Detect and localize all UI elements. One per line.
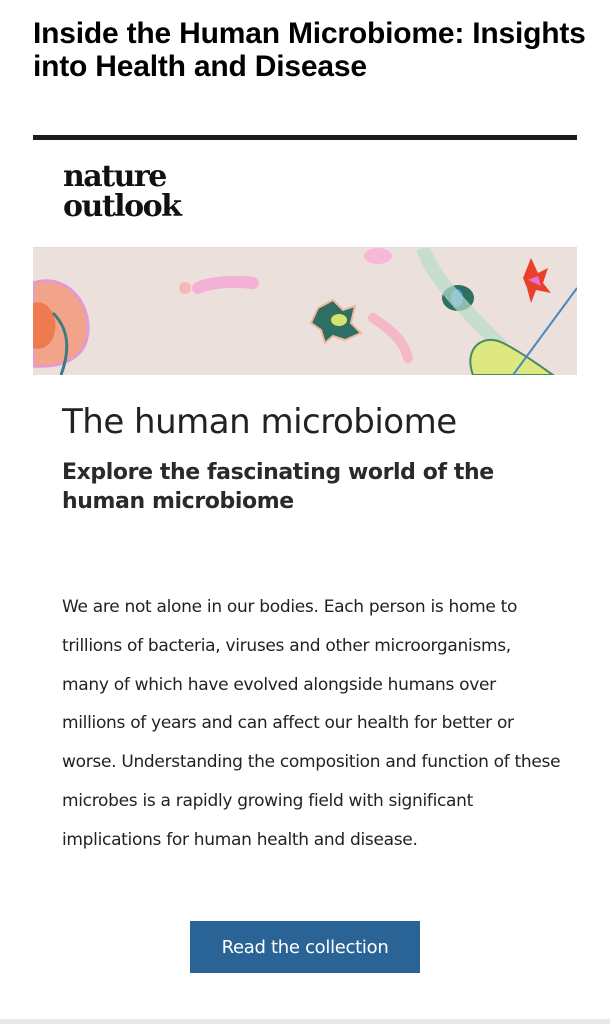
divider <box>33 135 577 140</box>
nature-outlook-logo <box>63 159 181 224</box>
logo-line-2: outlook <box>63 189 181 224</box>
article-subheading: Explore the fascinating world of the human microbiome <box>62 460 494 514</box>
bottom-divider <box>0 1019 610 1024</box>
article-heading: The human microbiome <box>62 402 457 442</box>
logo-line-1: nature <box>63 159 166 194</box>
article-body: We are not alone in our bodies. Each person is home to trillions of bacteria, viruses and other microorganisms, many of which have evolved alongside humans over millions of years and can affect our health for better or worse. Understanding the composition and function of these microbes is a rapidly growing field with significant implications for human health and disease. <box>62 597 561 850</box>
page-title: Inside the Human Microbiome: Insights into Health and Disease <box>33 17 586 83</box>
microbe-illustration <box>33 248 577 375</box>
microbiome-banner-image <box>33 247 577 375</box>
read-collection-button[interactable]: Read the collection <box>190 921 420 973</box>
